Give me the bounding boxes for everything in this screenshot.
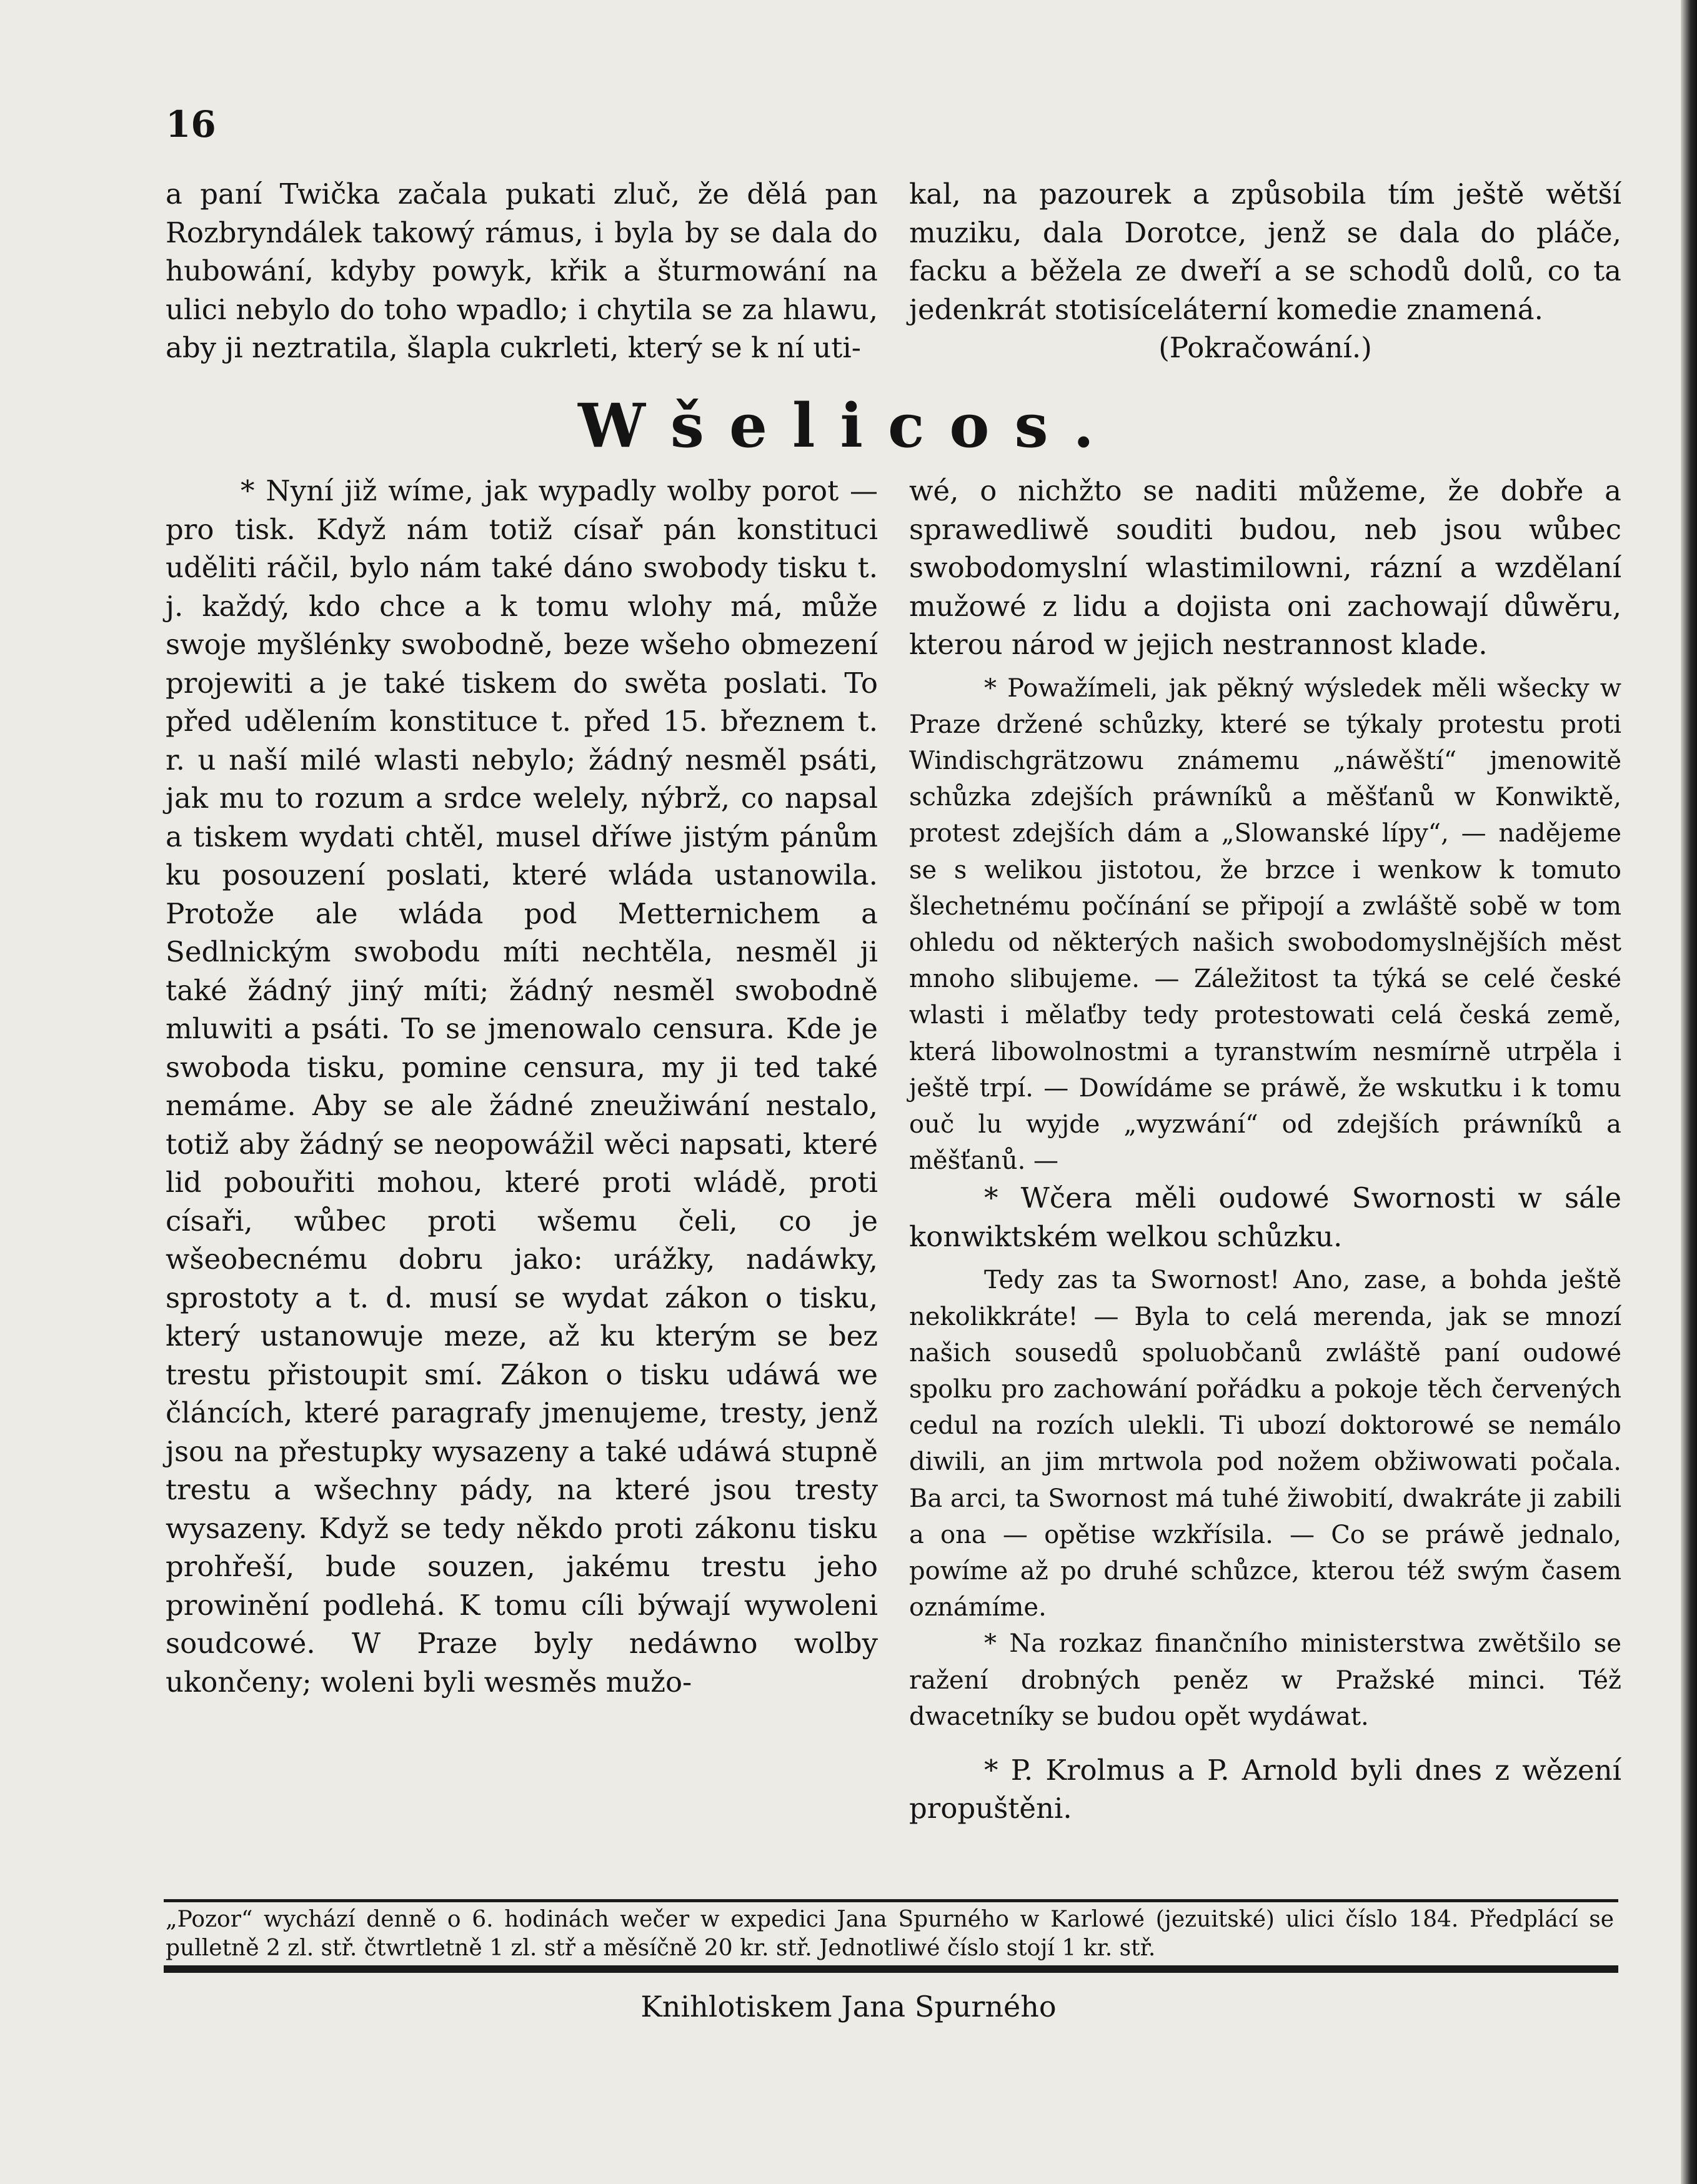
article-swornost-comment: Tedy zas ta Swornost! Ano, zase, a bohda ještě nekolikkráte! — Byla to celá merenda, jak se mnozí našich sousedů spoluobčanů zwláště paní oudowé spolku pro zachowání pořádku a pokoje těch červených cedul na rozích ulekli. Ti ubozí doktorowé se nemálo diwili, an jim mrtwola pod nožem obžiwowati počala. Ba arci, ta Swornost má tuhé žiwobití, dwakráte ji zabili a ona — opětise wzkřísila. — Co se práwě jednalo, powíme až po druhé schůzce, kterou též swým časem oznámíme. bbox=[909, 1266, 1621, 1622]
subscription-note: „Pozor“ wychází denně o 6. hodinách wečer w expedici Jana Spurného w Karlowé (jezuitské) ulici číslo 184. Předplácí se pulletně 2 zl. stř. čtwrtletně 1 zl. stř a měsíčně 20 kr. stř. Jednotliwé číslo stojí 1 kr. stř. bbox=[166, 1907, 1614, 1961]
page-edge-shadow bbox=[1681, 0, 1697, 2184]
article-press-law-end: wé, o nichžto se naditi můžeme, že dobře a sprawedliwě souditi budou, neb jsou wůbec swobodomyslní wlastimilowni, rázní a wzdělaní mužowé z lidu a dojista oni zachowají důwěru, kterou národ w jejich nestrannost klade. bbox=[909, 474, 1621, 661]
continuation-right bbox=[909, 175, 1621, 367]
continuation-left bbox=[166, 175, 878, 367]
continuation-left-text: a paní Twička začala pukati zluč, že dělá pan Rozbryndálek takowý rámus, i byla by se dala do hubowání, kdyby powyk, křik a šturmowání na ulici nebylo do toho wpadlo; i chytila se za hlawu, aby ji neztratila, šlapla cukrleti, který se k ní uti- bbox=[166, 177, 878, 364]
printer-imprint: Knihlotiskem Jana Spurného bbox=[640, 1990, 1057, 2023]
article-coinage: * Na rozkaz finančního ministerstwa zwětšilo se ražení drobných peněz w Pražské minci. Též dwacetníky se budou opět wydáwat. bbox=[909, 1629, 1621, 1731]
article-column-right bbox=[909, 472, 1621, 1828]
section-title: Wšelicos. bbox=[578, 390, 1119, 461]
article-press-law: * Nyní již wíme, jak wypadly wolby porot — pro tisk. Když nám totiž císař pán konstituci uděliti ráčil, bylo nám také dáno swobody tisku t. j. každý, kdo chce a k tomu wlohy má, může swoje myšlénky swobodně, beze wšeho obmezení projewiti a je také tiskem do swěta poslati. To před udělením konstituce t. před 15. březnem t. r. u naší milé wlasti nebylo; žádný nesměl psáti, jak mu to rozum a srdce welely, nýbrž, co napsal a tiskem wydati chtěl, musel dříwe jistým pánům ku posouzení poslati, které wláda ustanowila. Protože ale wláda pod Metternichem a Sedlnickým swobodu míti nechtěla, nesměl ji také žádný jiný míti; žádný nesměl swobodně mluwiti a psáti. To se jmenowalo censura. Kde je swoboda tisku, pomine censura, my ji ted také nemáme. Aby se ale žádné zneužiwání nestalo, totiž aby žádný se neopowážil wěci napsati, které lid pobouřiti mohou, které proti wládě, proti císaři, wůbec proti wšemu čeli, co je wšeobecnému dobru jako: urážky, nadáwky, sprostoty a t. d. musí se wydat zákon o tisku, který ustanowuje meze, až ku kterým se bez trestu přistoupit smí. Zákon o tisku udáwá we článcích, které paragrafy jmenujeme, tresty, jenž jsou na přestupky wysazeny a také udáwá stupně trestu a wšechny pády, na které jsou tresty wysazeny. Když se tedy někdo proti zákonu tisku prohřeší, bude souzen, jakému trestu jeho prowinění podlehá. K tomu cíli býwají wywoleni soudcowé. W Praze byly nedáwno wolby ukončeny; woleni byli wesměs mužo- bbox=[166, 474, 878, 1699]
footer-rule-bottom bbox=[164, 1965, 1618, 1973]
footer-rule-top bbox=[164, 1899, 1618, 1902]
article-release: * P. Krolmus a P. Arnold byli dnes z wězení propuštěni. bbox=[909, 1753, 1621, 1825]
continuation-right-text: kal, na pazourek a způsobila tím ještě wětší muziku, dala Dorotce, jenž se dala do pláče, facku a běžela ze dweří a se schodů dolů, co ta jedenkrát stotisíceláterní komedie znamená. bbox=[909, 177, 1621, 326]
article-column-left bbox=[166, 472, 878, 1701]
article-swornost-meeting: * Wčera měli oudowé Swornosti w sále konwiktském welkou schůzku. bbox=[909, 1181, 1621, 1253]
page-number: 16 bbox=[166, 103, 216, 146]
continued-note: (Pokračowání.) bbox=[1158, 331, 1372, 364]
article-protest: * Powažímeli, jak pěkný wýsledek měli wšecky w Praze držené schůzky, které se týkaly protestu proti Windischgrätzowu známemu „náwěští“ jmenowitě schůzka zdejších práwníků a měšťanů w Konwiktě, protest zdejších dám a „Slowanské lípy“, — nadějeme se s welikou jistotou, že brzce i wenkow k tomuto šlechetnému počínání se připojí a zwláště sobě w tom ohledu od některých našich swobodomyslnějších měst mnoho slibujeme. — Záležitost ta týká se celé české wlasti i mělaťby tedy protestowati celá česká země, která libowolnostmi a tyranstwím nesmírně utrpěla i ještě trpí. — Dowídáme se práwě, že wskutku i k tomu ouč lu wyjde „wyzwání“ od zdejších práwníků a měšťanů. — bbox=[909, 673, 1621, 1176]
